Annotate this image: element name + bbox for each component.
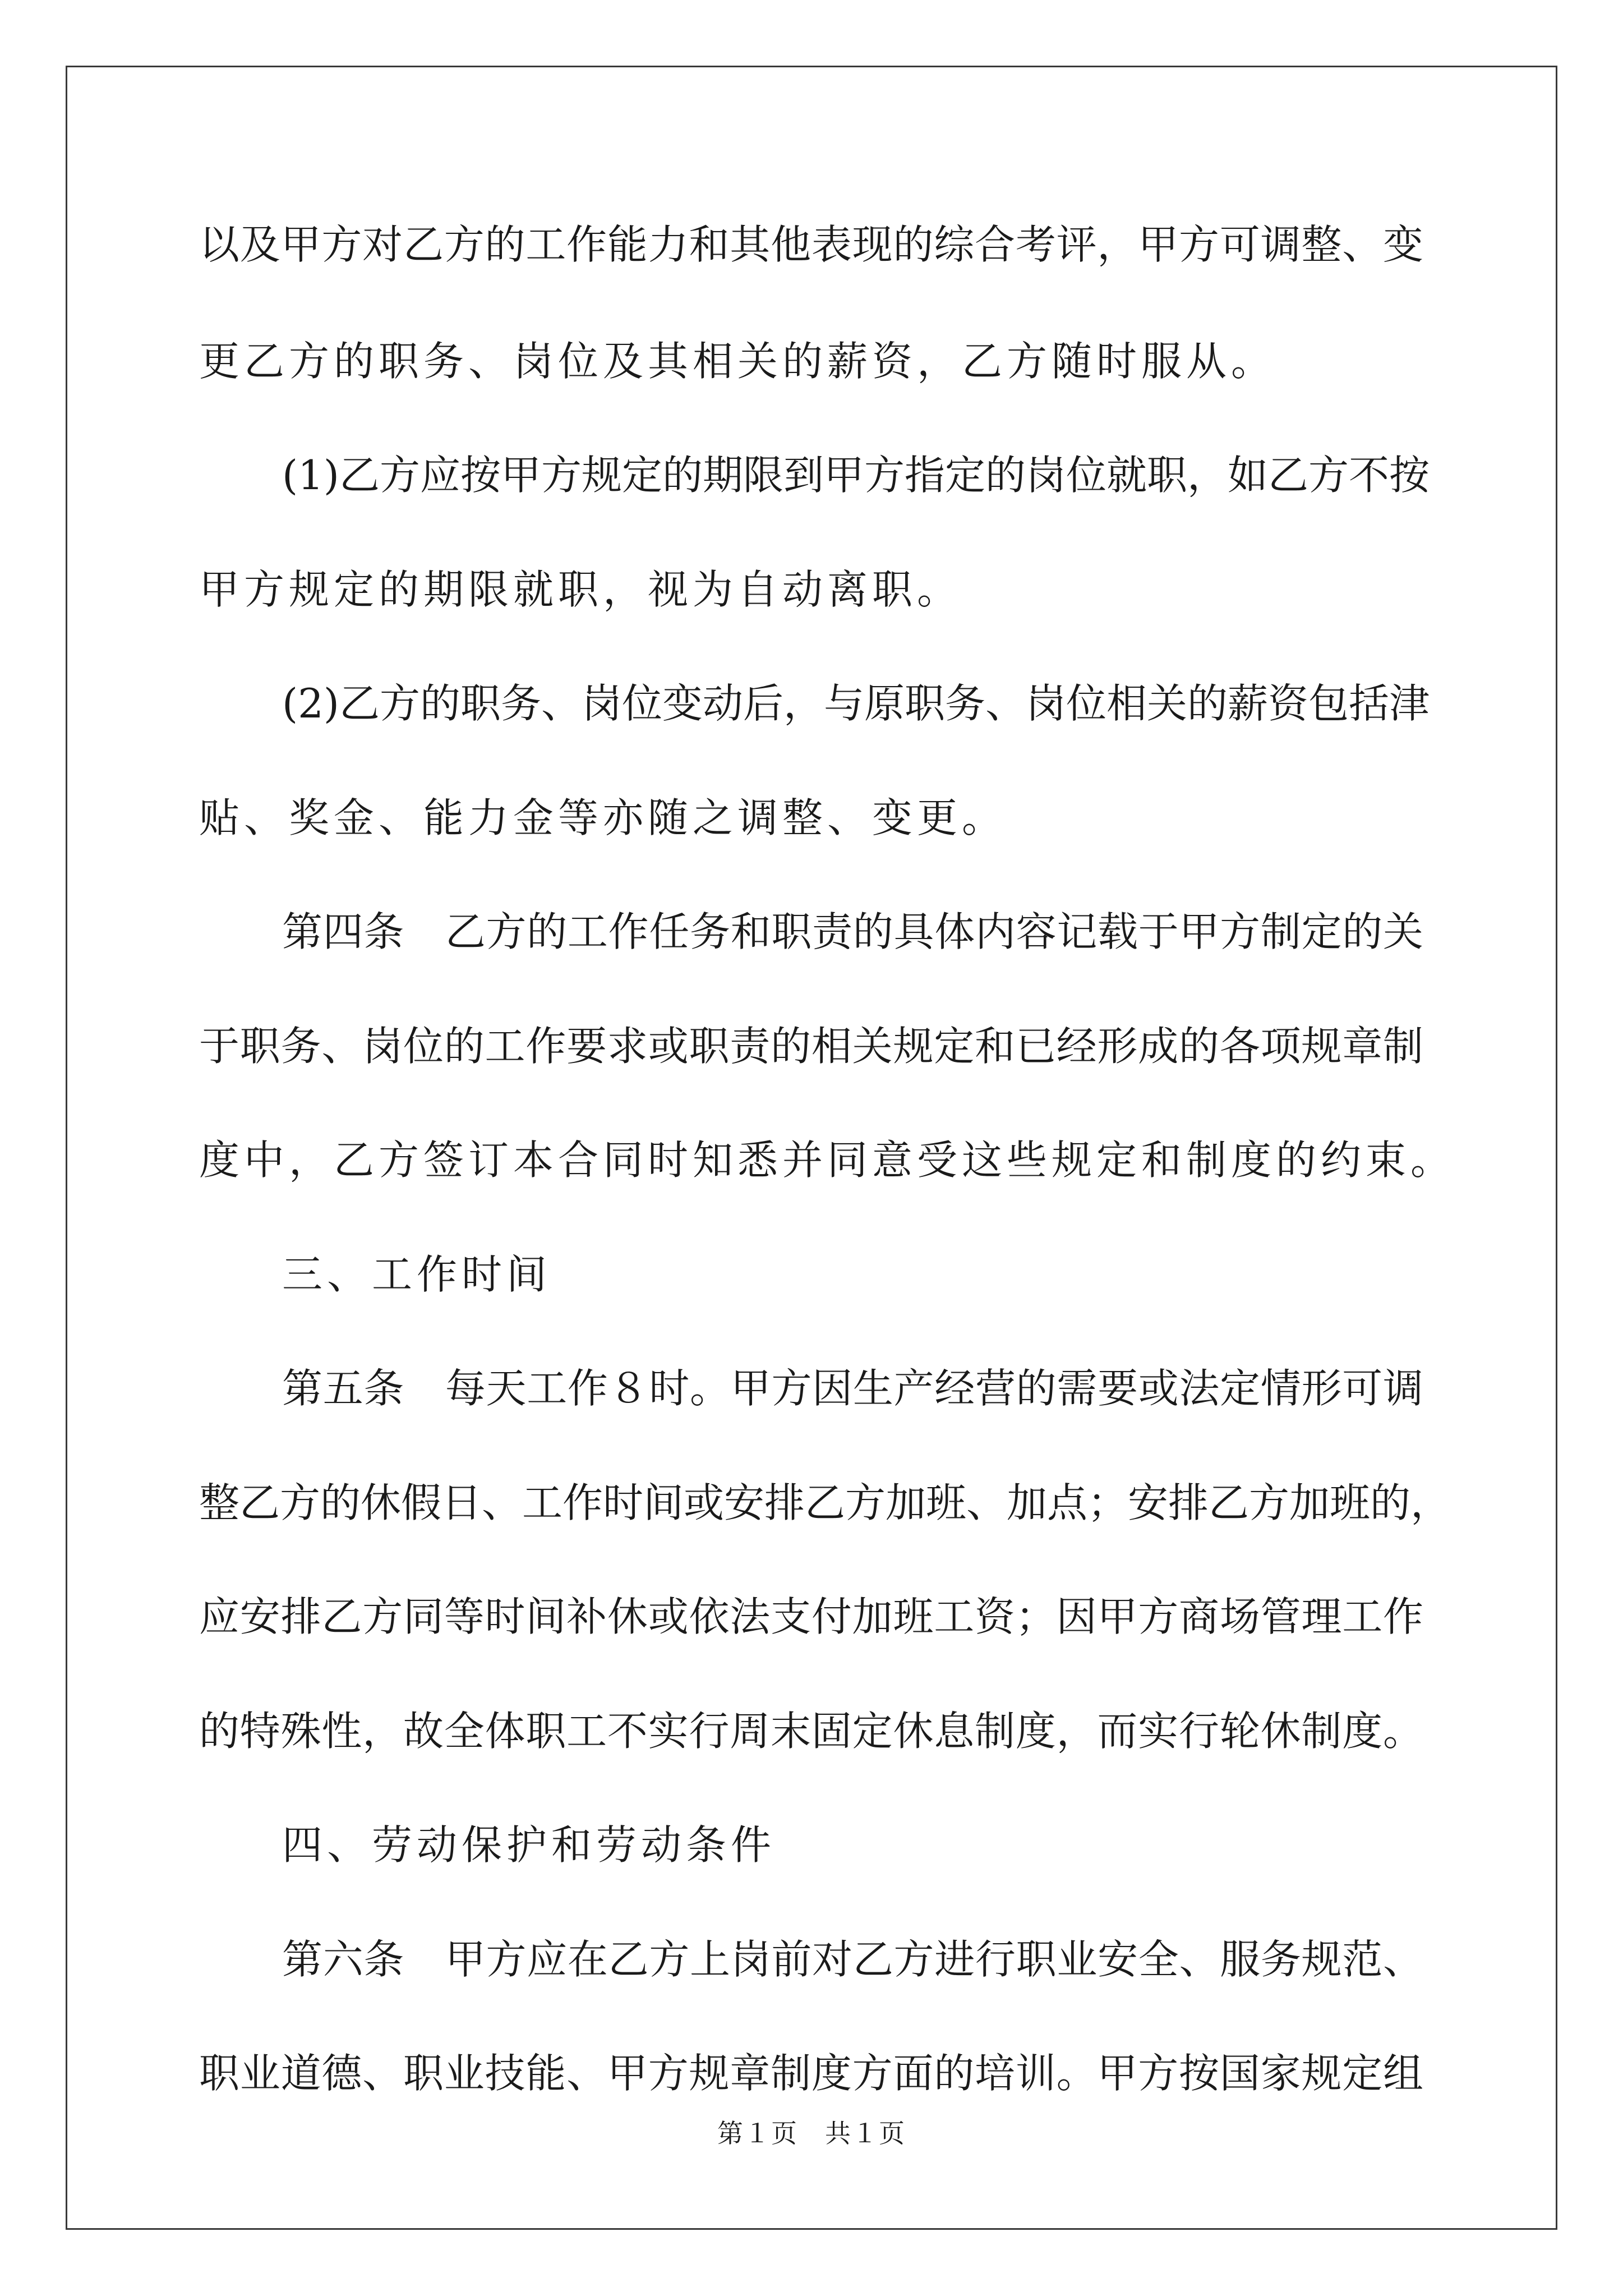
text-line: 第五条 每天工作８时。甲方因生产经营的需要或法定情形可调 [282, 1365, 1423, 1412]
page-number-footer: 第１页 共１页 [717, 2118, 906, 2148]
text-line: 贴、奖金、能力金等亦随之调整、变更。 [199, 794, 1007, 841]
text-line: (1)乙方应按甲方规定的期限到甲方指定的岗位就职，如乙方不按 [282, 452, 1430, 499]
text-line: 第四条 乙方的工作任务和职责的具体内容记载于甲方制定的关 [282, 908, 1423, 955]
text-line: 于职务、岗位的工作要求或职责的相关规定和已经形成的各项规章制 [199, 1023, 1423, 1070]
text-line: 整乙方的休假日、工作时间或安排乙方加班、加点；安排乙方加班的， [199, 1479, 1451, 1526]
section-heading: 四、劳动保护和劳动条件 [282, 1821, 776, 1869]
section-heading: 三、工作时间 [282, 1251, 552, 1298]
text-line: 的特殊性，故全体职工不实行周末固定休息制度，而实行轮休制度。 [199, 1708, 1423, 1755]
text-line: (2)乙方的职务、岗位变动后，与原职务、岗位相关的薪资包括津 [282, 680, 1430, 727]
text-line: 以及甲方对乙方的工作能力和其他表现的综合考评，甲方可调整、变 [199, 221, 1423, 268]
text-line: 度中，乙方签订本合同时知悉并同意受这些规定和制度的约束。 [199, 1137, 1456, 1184]
text-line: 第六条 甲方应在乙方上岗前对乙方进行职业安全、服务规范、 [282, 1936, 1423, 1983]
text-line: 应安排乙方同等时间补休或依法支付加班工资；因甲方商场管理工作 [199, 1593, 1423, 1640]
text-line: 更乙方的职务、岗位及其相关的薪资，乙方随时服从。 [199, 338, 1276, 385]
text-line: 职业道德、职业技能、甲方规章制度方面的培训。甲方按国家规定组 [199, 2050, 1423, 2097]
text-line: 甲方规定的期限就职，视为自动离职。 [199, 566, 962, 613]
